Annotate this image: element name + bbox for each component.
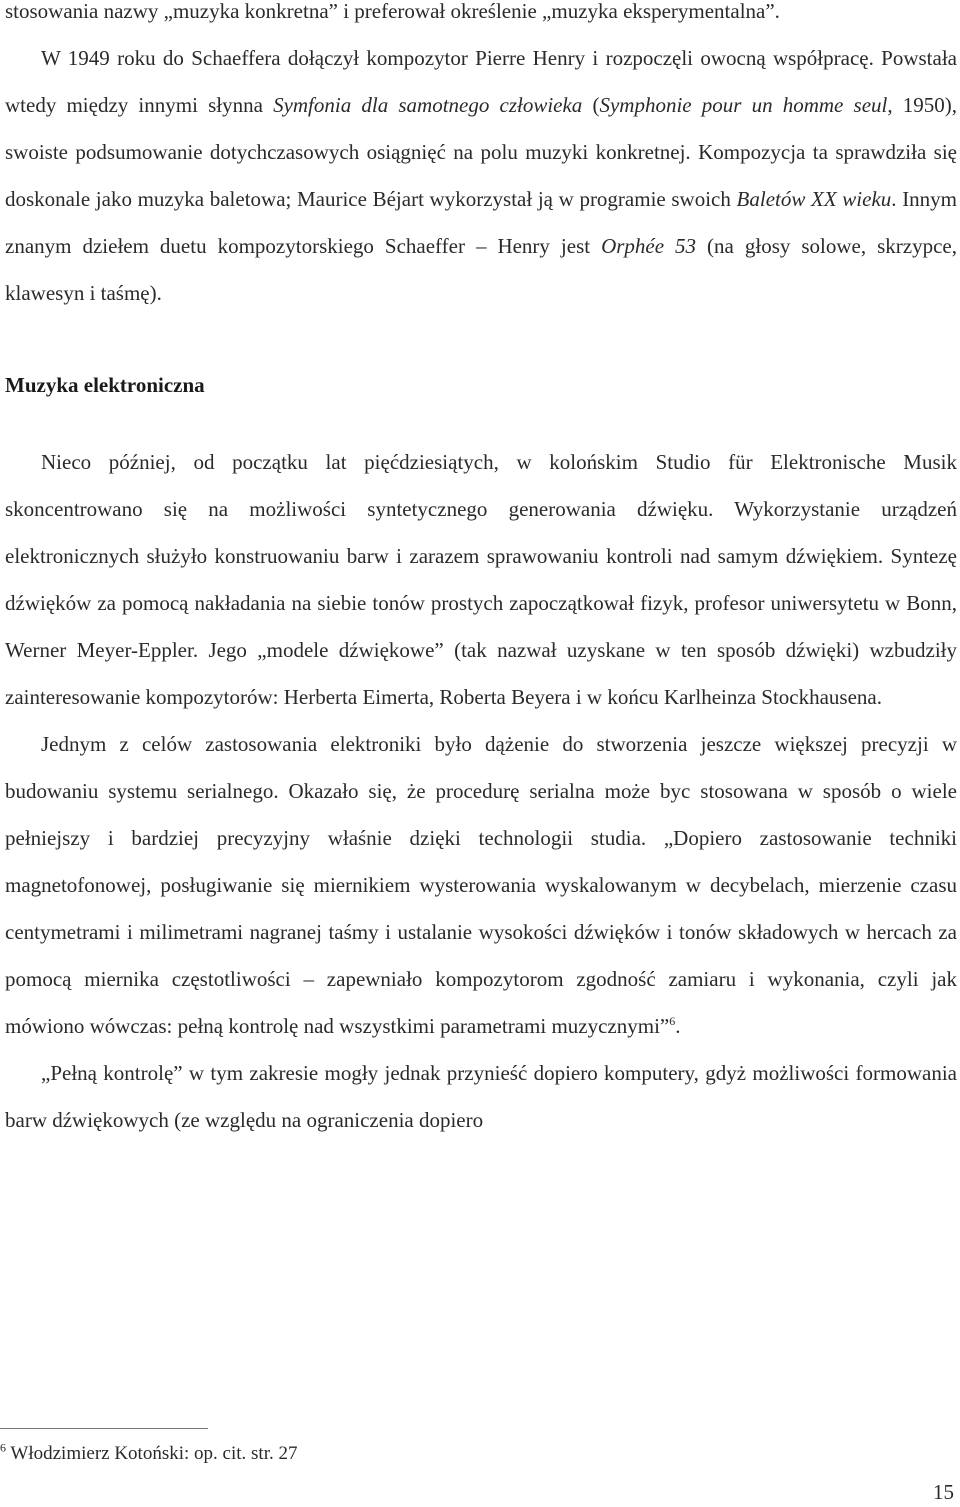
footnote-ref[interactable]: 6 xyxy=(669,1014,676,1028)
title-symfonia: Symfonia dla samotnego człowieka xyxy=(273,93,583,117)
text-run: ( xyxy=(582,93,600,117)
footnote xyxy=(0,1440,298,1465)
paragraph-continued: stosowania nazwy „muzyka konkretna” i preferował określenie „muzyka eksperymentalna”. xyxy=(5,0,780,23)
text-run: . Innym znanym dziełem duetu kompozytorskiego Schaeffer – Henry jest xyxy=(5,187,958,258)
title-orphee: Orphée 53 xyxy=(601,234,697,258)
text-run: , 1950), swoiste podsumowanie dotychczasowych osiągnięć na polu muzyki konkretnej. Kompozycja ta sprawdziła się doskonale jako muzyka baletowa; Maurice Béjart wykorzystał ją w programie swoich xyxy=(5,93,958,211)
page-number: 15 xyxy=(933,1480,954,1504)
title-baletow: Baletów XX wieku xyxy=(736,187,892,211)
document-page xyxy=(5,0,957,1144)
text-run: W 1949 roku do Schaeffera dołączył kompozytor Pierre Henry i rozpoczęli owocną współpracę. Powstała wtedy między innymi słynna xyxy=(5,46,957,117)
section-heading: Muzyka elektroniczna xyxy=(5,373,205,397)
text-run: . xyxy=(675,1014,681,1038)
paragraph-computers: „Pełną kontrolę” w tym zakresie mogły jednak przynieść dopiero komputery, gdyż możliwości formowania barw dźwiękowych (ze względu na ograniczenia dopiero xyxy=(5,1061,957,1132)
footnote-number: 6 xyxy=(0,1440,6,1455)
text-run: (na głosy solowe, skrzypce, klawesyn i taśmę). xyxy=(5,234,957,305)
footnote-divider xyxy=(0,1428,208,1429)
title-symphonie: Symphonie pour un homme seul xyxy=(599,93,888,117)
paragraph-schaeffer-henry xyxy=(5,35,957,317)
paragraph-serial xyxy=(5,721,957,1050)
footnote-text: Włodzimierz Kotoński: op. cit. str. 27 xyxy=(6,1443,298,1464)
paragraph-electronic: Nieco później, od początku lat pięćdziesiątych, w kolońskim Studio für Elektronische Musik skoncentrowano się na możliwości syntetycznego generowania dźwięku. Wykorzystanie urządzeń elektronicznych służyło konstruowaniu barw i zarazem sprawowaniu kontroli nad samym dźwiękiem. Syntezę dźwięków za pomocą nakładania na siebie tonów prostych zapoczątkował fizyk, profesor uniwersytetu w Bonn, Werner Meyer-Eppler. Jego „modele dźwiękowe” (tak nazwał uzyskane w ten sposób dźwięki) wzbudziły zainteresowanie kompozytorów: Herberta Eimerta, Roberta Beyera i w końcu Karlheinza Stockhausena. xyxy=(5,450,957,709)
text-run: Jednym z celów zastosowania elektroniki było dążenie do stworzenia jeszcze większej precyzji w budowaniu systemu serialnego. Okazało się, że procedurę serialna może byc stosowana w sposób o wiele pełniejszy i bardziej precyzyjny właśnie dzięki technologii studia. „Dopiero zastosowanie techniki magnetofonowej, posługiwanie się miernikiem wysterowania wyskalowanym w decybelach, mierzenie czasu centymetrami i milimetrami nagranej taśmy i ustalanie wysokości dźwięków i tonów składowych w hercach za pomocą miernika częstotliwości – zapewniało kompozytorom zgodność zamiaru i wykonania, czyli jak mówiono wówczas: pełną kontrolę nad wszystkimi parametrami muzycznymi” xyxy=(5,732,957,1038)
